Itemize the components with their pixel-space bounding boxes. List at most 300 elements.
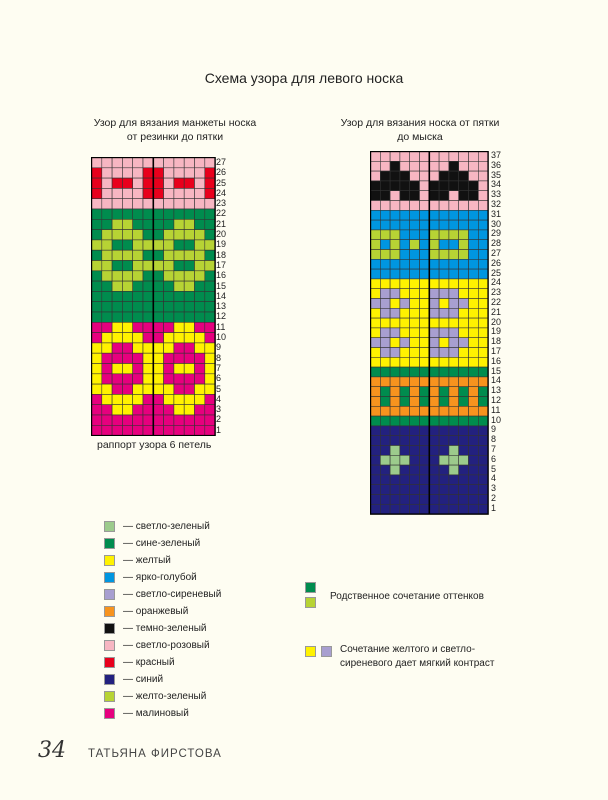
foot-cell [429, 230, 439, 240]
foot-cell [478, 230, 488, 240]
cuff-cell [174, 353, 184, 363]
legend-item [104, 552, 221, 569]
cuff-cell [174, 250, 184, 260]
cuff-cell [164, 384, 174, 394]
cuff-cell [205, 219, 215, 229]
cuff-cell [122, 178, 132, 188]
foot-cell [478, 485, 488, 495]
foot-cell [420, 446, 430, 456]
foot-cell [439, 240, 449, 250]
foot-cell [429, 397, 439, 407]
foot-cell [439, 348, 449, 358]
foot-cell [390, 446, 400, 456]
cuff-cell [143, 168, 153, 178]
cuff-cell [112, 333, 122, 343]
foot-cell [429, 367, 439, 377]
foot-cell [410, 250, 420, 260]
cuff-cell [143, 312, 153, 322]
foot-cell [420, 240, 430, 250]
cuff-cell [102, 322, 112, 332]
cuff-cell [195, 250, 205, 260]
cuff-row-number: 12 [216, 311, 227, 322]
foot-cell [400, 416, 410, 426]
foot-cell [420, 328, 430, 338]
cuff-cell [112, 364, 122, 374]
foot-cell [400, 152, 410, 162]
cuff-cell [133, 250, 143, 260]
foot-cell [371, 504, 381, 514]
cuff-cell [205, 333, 215, 343]
foot-cell [410, 201, 420, 211]
cuff-cell [153, 199, 163, 209]
foot-cell [410, 161, 420, 171]
foot-cell [380, 416, 390, 426]
foot-cell [371, 269, 381, 279]
foot-cell [410, 338, 420, 348]
foot-cell [400, 318, 410, 328]
foot-cell [429, 220, 439, 230]
foot-cell [478, 181, 488, 191]
foot-cell [390, 475, 400, 485]
foot-cell [449, 348, 459, 358]
cuff-cell [92, 178, 102, 188]
foot-cell [429, 259, 439, 269]
foot-row-number: 15 [491, 365, 502, 376]
foot-cell [420, 299, 430, 309]
foot-cell [390, 485, 400, 495]
foot-cell [459, 161, 469, 171]
foot-cell [459, 406, 469, 416]
cuff-cell [153, 240, 163, 250]
foot-cell [459, 279, 469, 289]
cuff-cell [153, 364, 163, 374]
foot-cell [410, 259, 420, 269]
cuff-row-number: 3 [216, 404, 222, 415]
contrast-colors-note [340, 643, 494, 671]
foot-row-number: 30 [491, 218, 502, 229]
cuff-cell [195, 219, 205, 229]
cuff-cell [143, 333, 153, 343]
cuff-cell [164, 230, 174, 240]
foot-cell [390, 504, 400, 514]
cuff-cell [205, 302, 215, 312]
foot-cell [410, 171, 420, 181]
foot-cell [420, 455, 430, 465]
foot-cell [478, 318, 488, 328]
cuff-cell [205, 240, 215, 250]
foot-cell [410, 406, 420, 416]
foot-cell [410, 230, 420, 240]
foot-cell [390, 269, 400, 279]
foot-cell [420, 397, 430, 407]
cuff-cell [122, 291, 132, 301]
cuff-row-number: 9 [216, 342, 222, 353]
cuff-cell [133, 271, 143, 281]
foot-cell [390, 348, 400, 358]
foot-cell [410, 318, 420, 328]
foot-cell [380, 308, 390, 318]
cuff-cell [133, 343, 143, 353]
foot-cell [459, 201, 469, 211]
cuff-cell [102, 158, 112, 168]
foot-row-number: 6 [491, 453, 497, 464]
foot-cell [420, 475, 430, 485]
foot-cell [439, 191, 449, 201]
related-colors-swatches [305, 582, 316, 612]
cuff-cell [112, 394, 122, 404]
cuff-cell [184, 425, 194, 435]
cuff-cell [153, 353, 163, 363]
cuff-row-number: 22 [216, 208, 227, 219]
foot-row-number: 19 [491, 326, 502, 337]
legend-swatch [104, 572, 115, 583]
foot-cell [420, 318, 430, 328]
foot-cell [400, 269, 410, 279]
cuff-cell [122, 415, 132, 425]
foot-cell [469, 357, 479, 367]
cuff-cell [112, 322, 122, 332]
legend-label: — светло-розовый [123, 640, 210, 651]
foot-cell [429, 348, 439, 358]
foot-cell [429, 328, 439, 338]
cuff-cell [122, 209, 132, 219]
foot-cell [371, 308, 381, 318]
cuff-cell [205, 374, 215, 384]
cuff-cell [122, 281, 132, 291]
cuff-cell [102, 384, 112, 394]
cuff-cell [92, 168, 102, 178]
cuff-row-number: 7 [216, 362, 222, 373]
cuff-cell [164, 281, 174, 291]
cuff-cell [184, 343, 194, 353]
foot-cell [429, 171, 439, 181]
cuff-cell [153, 322, 163, 332]
foot-cell [478, 446, 488, 456]
foot-row-number: 14 [491, 375, 502, 386]
foot-cell [478, 328, 488, 338]
cuff-cell [164, 322, 174, 332]
cuff-cell [92, 209, 102, 219]
foot-cell [469, 455, 479, 465]
cuff-cell [195, 158, 205, 168]
foot-cell [371, 201, 381, 211]
foot-cell [459, 269, 469, 279]
cuff-cell [174, 364, 184, 374]
rapport-caption: раппорт узора 6 петель [97, 439, 212, 451]
foot-cell [439, 152, 449, 162]
cuff-row-number: 1 [216, 424, 222, 435]
foot-row-number: 12 [491, 394, 502, 405]
foot-cell [380, 240, 390, 250]
cuff-cell [102, 240, 112, 250]
foot-cell [439, 161, 449, 171]
foot-cell [459, 367, 469, 377]
foot-cell [469, 495, 479, 505]
cuff-cell [164, 425, 174, 435]
cuff-cell [122, 302, 132, 312]
foot-cell [390, 230, 400, 240]
cuff-cell [112, 230, 122, 240]
foot-cell [390, 455, 400, 465]
foot-cell [439, 171, 449, 181]
cuff-cell [133, 425, 143, 435]
foot-cell [459, 230, 469, 240]
contrast-colors-swatches [305, 646, 332, 657]
foot-cell [469, 279, 479, 289]
foot-cell [469, 210, 479, 220]
legend-label: — красный [123, 657, 175, 668]
cuff-pattern-chart [91, 157, 216, 436]
cuff-cell [164, 261, 174, 271]
cuff-cell [174, 374, 184, 384]
cuff-cell [153, 374, 163, 384]
cuff-cell [205, 230, 215, 240]
foot-cell [390, 279, 400, 289]
foot-cell [429, 210, 439, 220]
foot-row-number: 32 [491, 198, 502, 209]
foot-cell [439, 455, 449, 465]
cuff-cell [112, 374, 122, 384]
foot-cell [371, 495, 381, 505]
cuff-cell [143, 240, 153, 250]
foot-cell [390, 171, 400, 181]
foot-cell [371, 426, 381, 436]
foot-cell [449, 475, 459, 485]
foot-cell [380, 465, 390, 475]
foot-cell [371, 406, 381, 416]
cuff-cell [195, 271, 205, 281]
foot-row-number: 34 [491, 179, 502, 190]
foot-cell [478, 416, 488, 426]
foot-cell [410, 504, 420, 514]
cuff-cell [112, 425, 122, 435]
foot-row-number: 29 [491, 228, 502, 239]
cuff-row-number: 23 [216, 198, 227, 209]
contrast-note-line-1: Сочетание желтого и светло- [340, 644, 476, 655]
cuff-cell [143, 209, 153, 219]
cuff-cell [92, 322, 102, 332]
cuff-cell [184, 333, 194, 343]
cuff-cell [184, 322, 194, 332]
foot-cell [459, 299, 469, 309]
foot-cell [449, 289, 459, 299]
right-chart-subtitle [330, 116, 510, 144]
cuff-cell [174, 178, 184, 188]
foot-cell [390, 181, 400, 191]
cuff-cell [143, 425, 153, 435]
cuff-cell [164, 415, 174, 425]
cuff-cell [174, 188, 184, 198]
foot-cell [449, 181, 459, 191]
cuff-cell [205, 312, 215, 322]
foot-cell [400, 259, 410, 269]
cuff-cell [112, 168, 122, 178]
foot-cell [371, 318, 381, 328]
foot-row-number: 35 [491, 169, 502, 180]
foot-cell [380, 259, 390, 269]
foot-cell [439, 465, 449, 475]
foot-row-number: 36 [491, 159, 502, 170]
cuff-cell [153, 281, 163, 291]
right-subtitle-line-2: до мыска [397, 131, 443, 143]
cuff-cell [164, 364, 174, 374]
cuff-cell [122, 158, 132, 168]
foot-cell [420, 308, 430, 318]
cuff-row-number: 25 [216, 177, 227, 188]
foot-row-number: 18 [491, 336, 502, 347]
foot-cell [449, 210, 459, 220]
foot-cell [420, 348, 430, 358]
foot-cell [459, 504, 469, 514]
foot-cell [459, 328, 469, 338]
cuff-cell [195, 291, 205, 301]
foot-cell [400, 504, 410, 514]
foot-cell [420, 465, 430, 475]
foot-cell [459, 240, 469, 250]
cuff-cell [153, 168, 163, 178]
cuff-cell [143, 415, 153, 425]
cuff-cell [174, 394, 184, 404]
cuff-cell [195, 261, 205, 271]
foot-cell [410, 367, 420, 377]
foot-cell [400, 367, 410, 377]
cuff-cell [102, 405, 112, 415]
foot-cell [478, 250, 488, 260]
cuff-cell [143, 384, 153, 394]
foot-cell [478, 289, 488, 299]
foot-cell [449, 201, 459, 211]
foot-cell [439, 377, 449, 387]
foot-row-number: 24 [491, 277, 502, 288]
foot-cell [429, 475, 439, 485]
cuff-cell [164, 219, 174, 229]
cuff-cell [122, 240, 132, 250]
foot-cell [390, 465, 400, 475]
foot-row-number: 17 [491, 345, 502, 356]
foot-cell [429, 289, 439, 299]
foot-cell [469, 171, 479, 181]
foot-cell [371, 338, 381, 348]
foot-cell [371, 250, 381, 260]
foot-cell [459, 495, 469, 505]
left-chart-subtitle [70, 116, 280, 144]
legend-label: — желтый [123, 555, 171, 566]
cuff-cell [164, 178, 174, 188]
foot-cell [459, 377, 469, 387]
foot-cell [410, 269, 420, 279]
cuff-row-number: 4 [216, 393, 222, 404]
foot-row-number: 10 [491, 414, 502, 425]
cuff-cell [153, 405, 163, 415]
cuff-cell [92, 425, 102, 435]
foot-row-number: 9 [491, 424, 497, 435]
foot-cell [478, 377, 488, 387]
foot-row-number: 28 [491, 238, 502, 249]
cuff-cell [122, 374, 132, 384]
foot-cell [429, 465, 439, 475]
foot-cell [449, 387, 459, 397]
cuff-cell [122, 271, 132, 281]
cuff-cell [164, 394, 174, 404]
cuff-cell [133, 178, 143, 188]
foot-cell [371, 220, 381, 230]
color-legend [104, 518, 221, 722]
foot-cell [371, 152, 381, 162]
cuff-cell [133, 188, 143, 198]
foot-cell [439, 504, 449, 514]
cuff-cell [122, 261, 132, 271]
cuff-cell [143, 261, 153, 271]
legend-item [104, 569, 221, 586]
cuff-row-numbers [216, 157, 226, 435]
foot-grid [370, 151, 489, 515]
foot-cell [449, 161, 459, 171]
foot-cell [439, 475, 449, 485]
cuff-cell [184, 178, 194, 188]
cuff-cell [143, 322, 153, 332]
cuff-cell [184, 281, 194, 291]
cuff-cell [164, 333, 174, 343]
cuff-cell [122, 199, 132, 209]
cuff-cell [92, 261, 102, 271]
cuff-cell [122, 353, 132, 363]
foot-cell [449, 495, 459, 505]
cuff-cell [205, 353, 215, 363]
cuff-cell [174, 271, 184, 281]
cuff-cell [92, 199, 102, 209]
legend-label: — сине-зеленый [123, 538, 201, 549]
cuff-cell [102, 250, 112, 260]
cuff-cell [205, 188, 215, 198]
foot-cell [429, 269, 439, 279]
cuff-cell [174, 158, 184, 168]
foot-cell [439, 318, 449, 328]
cuff-cell [153, 188, 163, 198]
cuff-cell [112, 384, 122, 394]
foot-cell [449, 279, 459, 289]
foot-row-number: 4 [491, 473, 497, 484]
foot-row-number: 26 [491, 257, 502, 268]
cuff-cell [174, 343, 184, 353]
cuff-cell [205, 322, 215, 332]
foot-cell [459, 171, 469, 181]
foot-cell [380, 504, 390, 514]
legend-item [104, 654, 221, 671]
cuff-cell [174, 219, 184, 229]
foot-cell [478, 426, 488, 436]
cuff-cell [164, 291, 174, 301]
cuff-cell [133, 219, 143, 229]
foot-cell [478, 210, 488, 220]
foot-cell [449, 465, 459, 475]
foot-cell [380, 357, 390, 367]
foot-cell [459, 387, 469, 397]
foot-cell [410, 308, 420, 318]
cuff-cell [102, 374, 112, 384]
cuff-row-number: 5 [216, 383, 222, 394]
legend-label: — желто-зеленый [123, 691, 207, 702]
cuff-cell [102, 281, 112, 291]
foot-cell [478, 201, 488, 211]
foot-row-number: 7 [491, 443, 497, 454]
foot-cell [380, 455, 390, 465]
cuff-cell [112, 261, 122, 271]
foot-cell [390, 191, 400, 201]
foot-cell [420, 357, 430, 367]
cuff-cell [92, 343, 102, 353]
cuff-cell [184, 199, 194, 209]
foot-cell [371, 485, 381, 495]
